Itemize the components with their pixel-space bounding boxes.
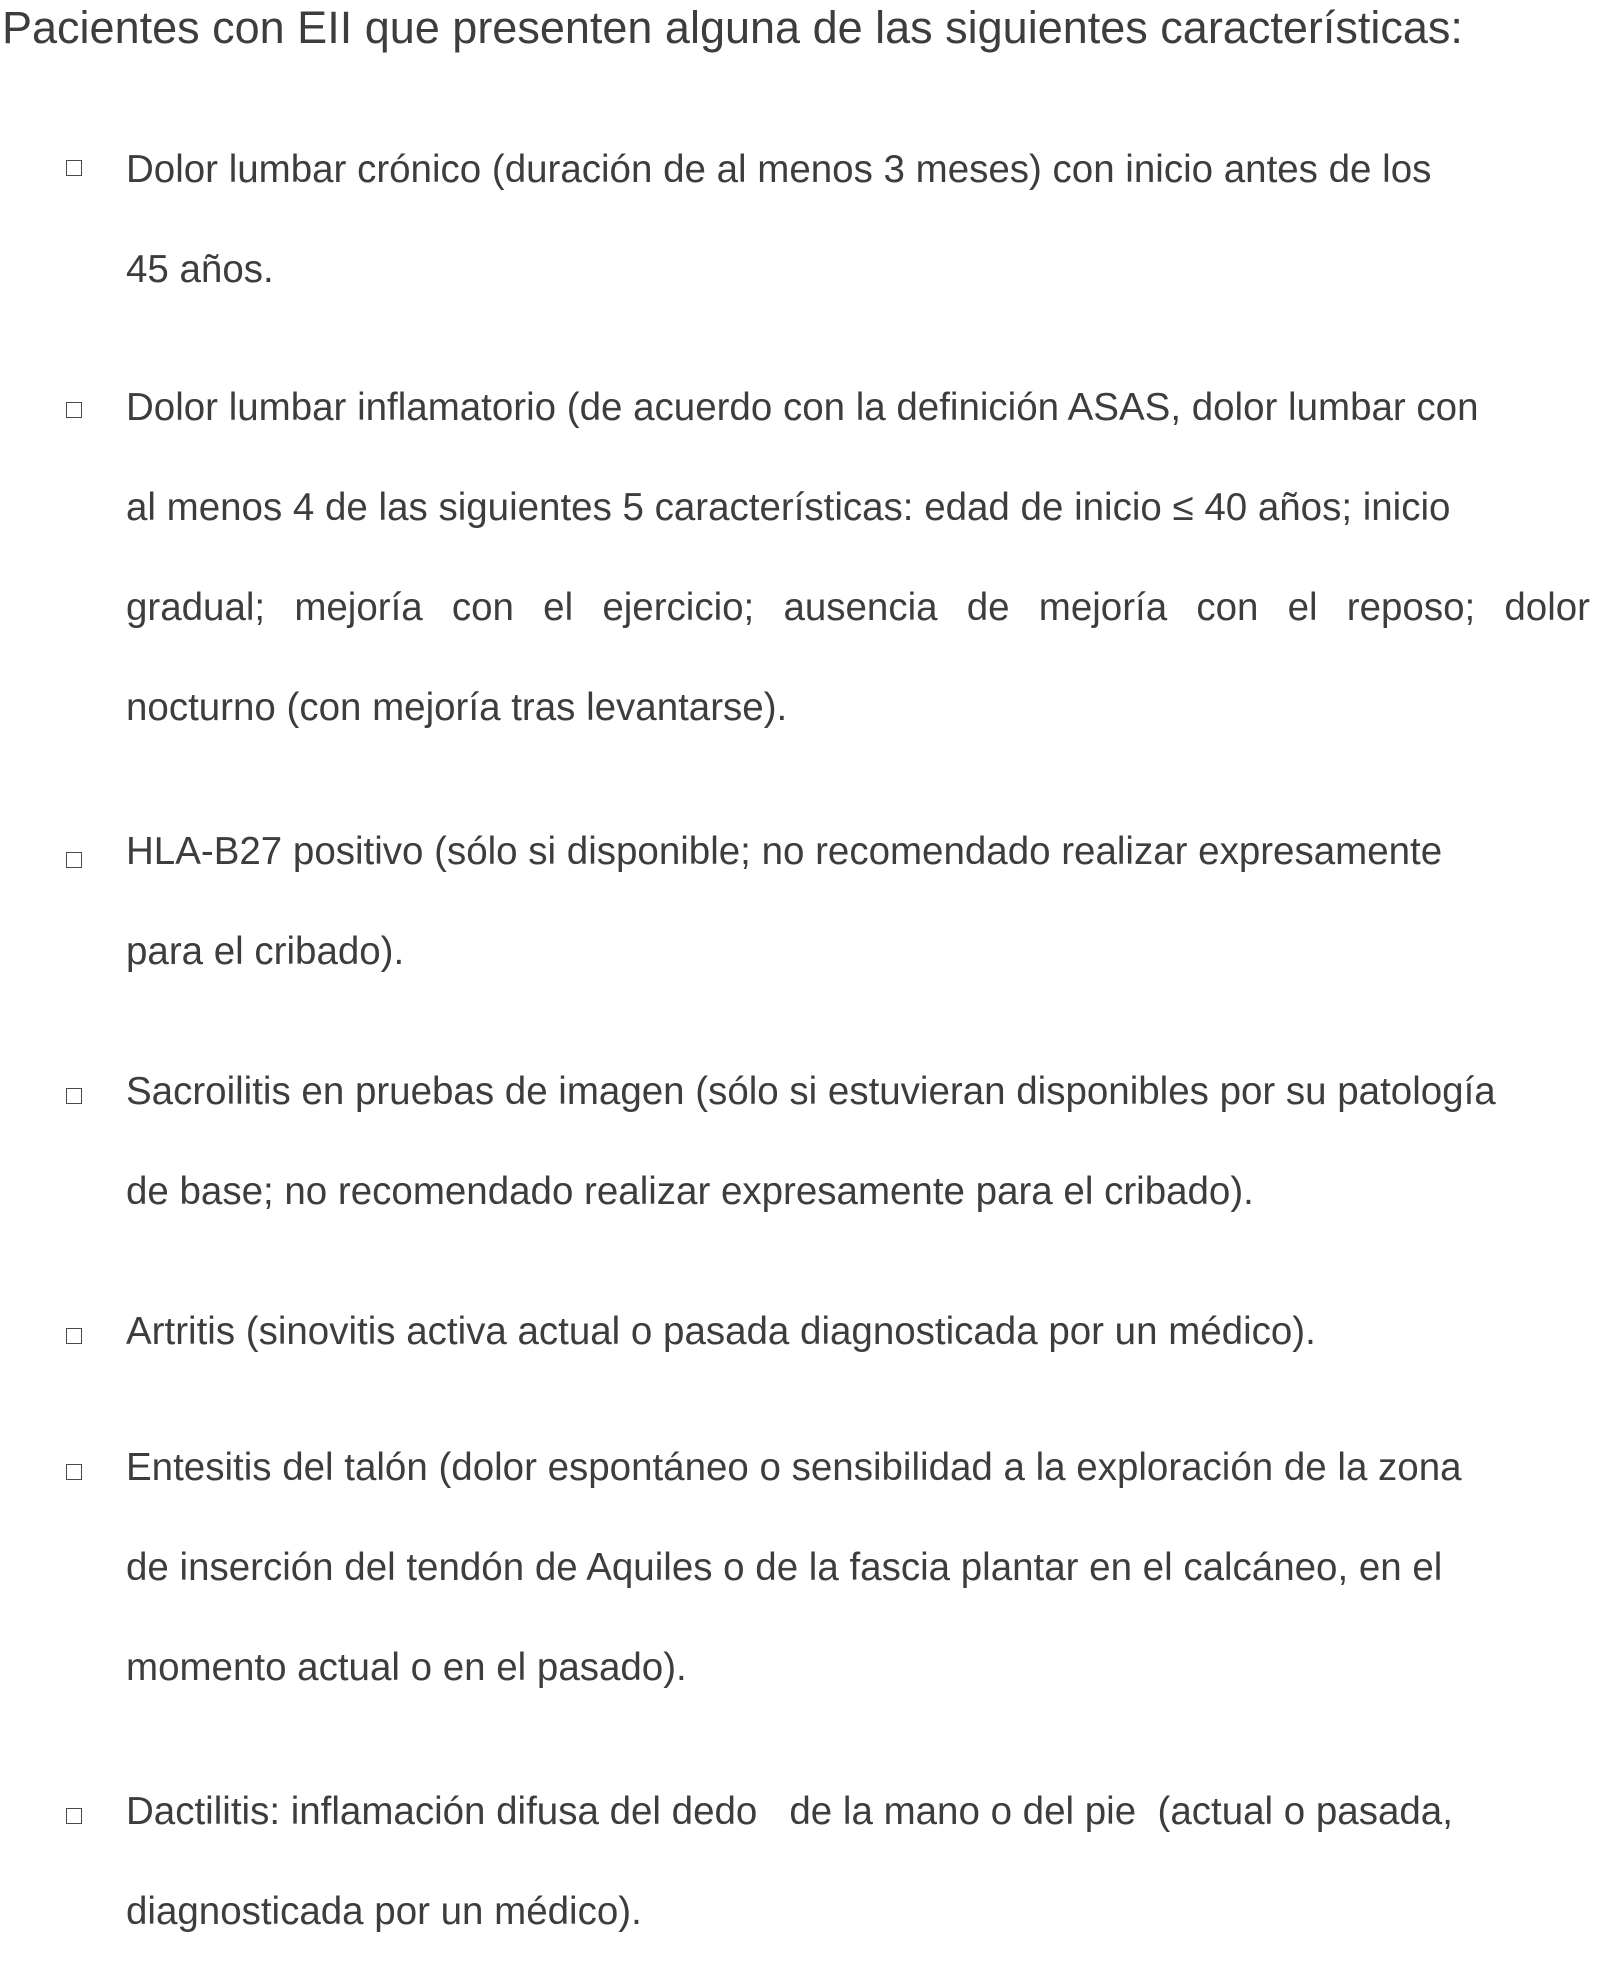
- checkbox-icon[interactable]: [66, 160, 82, 176]
- criterion-line: Artritis (sinovitis activa actual o pasada diagnosticada por un médico).: [126, 1310, 1316, 1353]
- checkbox-icon[interactable]: [66, 1464, 82, 1480]
- criterion-text: [126, 1418, 1602, 1718]
- criterion-line: gradual; mejoría con el ejercicio; ausencia de mejoría con el reposo; dolor: [126, 586, 1590, 629]
- criterion-text: [126, 1042, 1602, 1242]
- checkbox-icon[interactable]: [66, 1088, 82, 1104]
- criterion-text: [126, 358, 1602, 758]
- criterion-text: [126, 1282, 1602, 1382]
- criterion-text: [126, 802, 1602, 1002]
- criterion-line: Dolor lumbar crónico (duración de al menos 3 meses) con inicio antes de los: [126, 148, 1432, 191]
- criterion-line: de inserción del tendón de Aquiles o de la fascia plantar en el calcáneo, en el: [126, 1546, 1443, 1589]
- criterion-line: momento actual o en el pasado).: [126, 1646, 687, 1689]
- criterion-line: Dactilitis: inflamación difusa del dedo de la mano o del pie (actual o pasada,: [126, 1790, 1453, 1833]
- criterion-line: HLA-B27 positivo (sólo si disponible; no recomendado realizar expresamente: [126, 830, 1443, 873]
- criterion-text: [126, 1762, 1602, 1962]
- criterion-line: para el cribado).: [126, 930, 405, 973]
- criterion-line: diagnosticada por un médico).: [126, 1890, 642, 1933]
- criterion-line: nocturno (con mejoría tras levantarse).: [126, 686, 788, 729]
- criterion-line: Entesitis del talón (dolor espontáneo o sensibilidad a la exploración de la zona: [126, 1446, 1462, 1489]
- checkbox-icon[interactable]: [66, 1328, 82, 1344]
- criterion-line: Sacroilitis en pruebas de imagen (sólo si estuvieran disponibles por su patología: [126, 1070, 1496, 1113]
- intro-heading: Pacientes con EII que presenten alguna de las siguientes características:: [2, 2, 1463, 53]
- criterion-line: de base; no recomendado realizar expresamente para el cribado).: [126, 1170, 1254, 1213]
- criterion-text: [126, 120, 1602, 320]
- checkbox-icon[interactable]: [66, 402, 82, 418]
- criterion-line: Dolor lumbar inflamatorio (de acuerdo con la definición ASAS, dolor lumbar con: [126, 386, 1479, 429]
- checkbox-icon[interactable]: [66, 852, 82, 868]
- criterion-line: 45 años.: [126, 248, 274, 291]
- checkbox-icon[interactable]: [66, 1808, 82, 1824]
- criterion-line: al menos 4 de las siguientes 5 características: edad de inicio ≤ 40 años; inicio: [126, 486, 1451, 529]
